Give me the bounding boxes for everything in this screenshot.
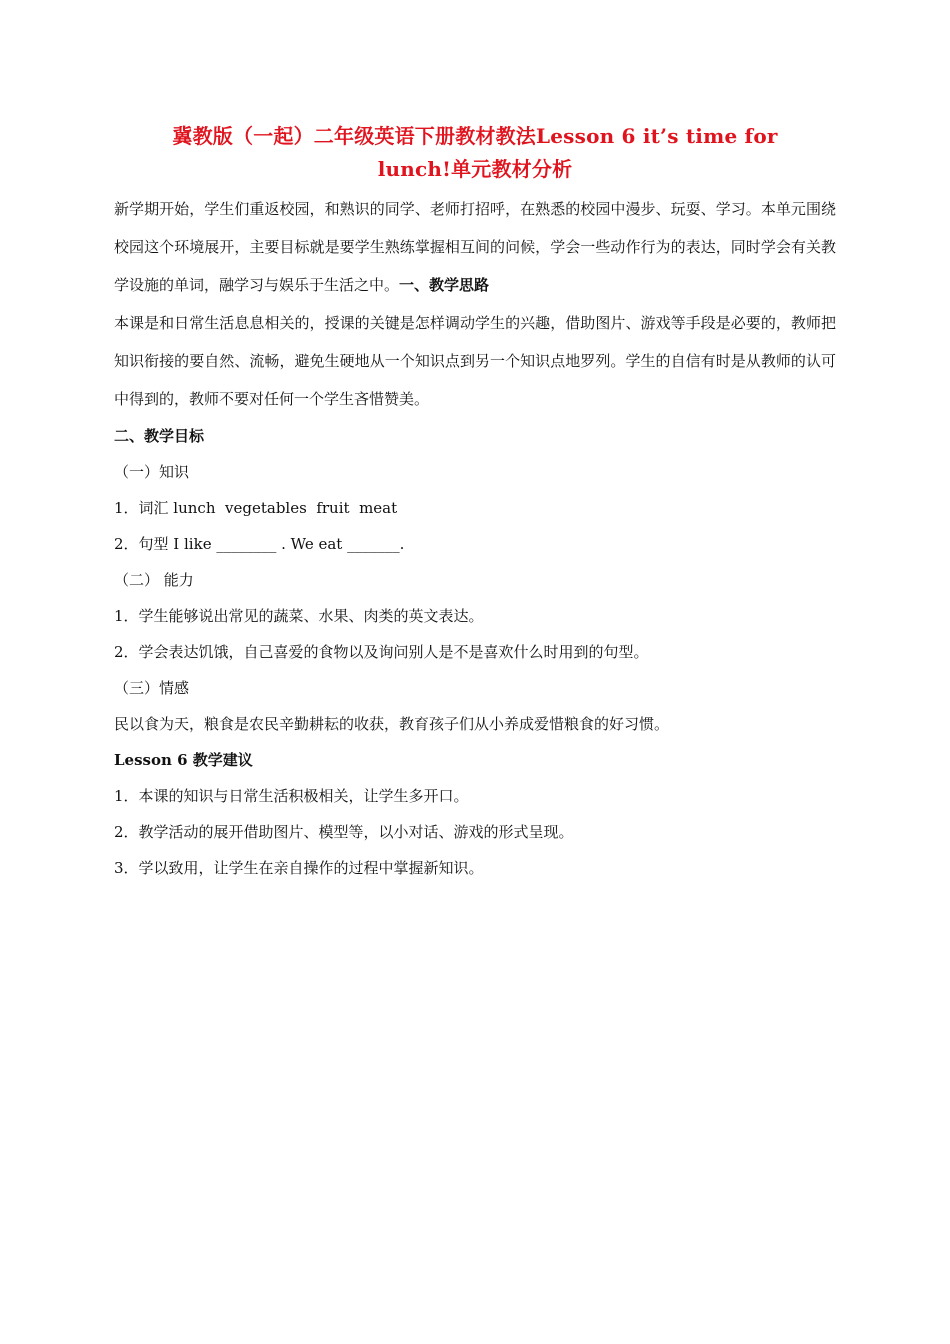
intro-paragraph: [114, 190, 836, 304]
suggestion-item-2: 2．教学活动的展开借助图片、模型等，以小对话、游戏的形式呈现。: [114, 823, 574, 841]
knowledge-item-vocabulary: 1．词汇 lunch vegetables fruit meat: [114, 499, 398, 517]
subheading-knowledge: （一）知识: [114, 463, 190, 481]
ability-item-1: 1．学生能够说出常见的蔬菜、水果、肉类的英文表达。: [114, 607, 484, 625]
section-heading-goals: 二、教学目标: [114, 427, 205, 445]
subheading-ability: （二） 能力: [114, 571, 194, 589]
ability-item-2: 2．学会表达饥饿，自己喜爱的食物以及询问别人是不是喜欢什么时用到的句型。: [114, 643, 649, 661]
document-title: [114, 120, 836, 186]
subheading-emotion: （三）情感: [114, 679, 190, 697]
thinking-paragraph: 本课是和日常生活息息相关的，授课的关键是怎样调动学生的兴趣，借助图片、游戏等手段是必要的，教师把知识衔接的要自然、流畅，避免生硬地从一个知识点到另一个知识点地罗列。学生的自信有时是从教师的认可中得到的，教师不要对任何一个学生吝惜赞美。: [114, 314, 836, 408]
intro-text: 新学期开始，学生们重返校园，和熟识的同学、老师打招呼，在熟悉的校园中漫步、玩耍、学习。本单元围绕校园这个环境展开，主要目标就是要学生熟练掌握相互间的问候，学会一些动作行为的表达，同时学会有关教学设施的单词，融学习与娱乐于生活之中。: [114, 200, 836, 294]
suggestion-item-1: 1．本课的知识与日常生活积极相关，让学生多开口。: [114, 787, 469, 805]
document-page: [114, 120, 836, 886]
title-line-1: 冀教版（一起）二年级英语下册教材教法Lesson 6 it’s time for: [172, 124, 778, 148]
title-line-2: lunch!单元教材分析: [377, 157, 573, 181]
knowledge-item-sentence: 2．句型 I like ________ . We eat _______.: [114, 535, 405, 553]
section-heading-suggestions: Lesson 6 教学建议: [114, 751, 253, 769]
emotion-text: 民以食为天，粮食是农民辛勤耕耘的收获，教育孩子们从小养成爱惜粮食的好习惯。: [114, 715, 670, 733]
suggestion-item-3: 3．学以致用，让学生在亲自操作的过程中掌握新知识。: [114, 859, 484, 877]
section-heading-thinking: 一、教学思路: [399, 276, 490, 294]
